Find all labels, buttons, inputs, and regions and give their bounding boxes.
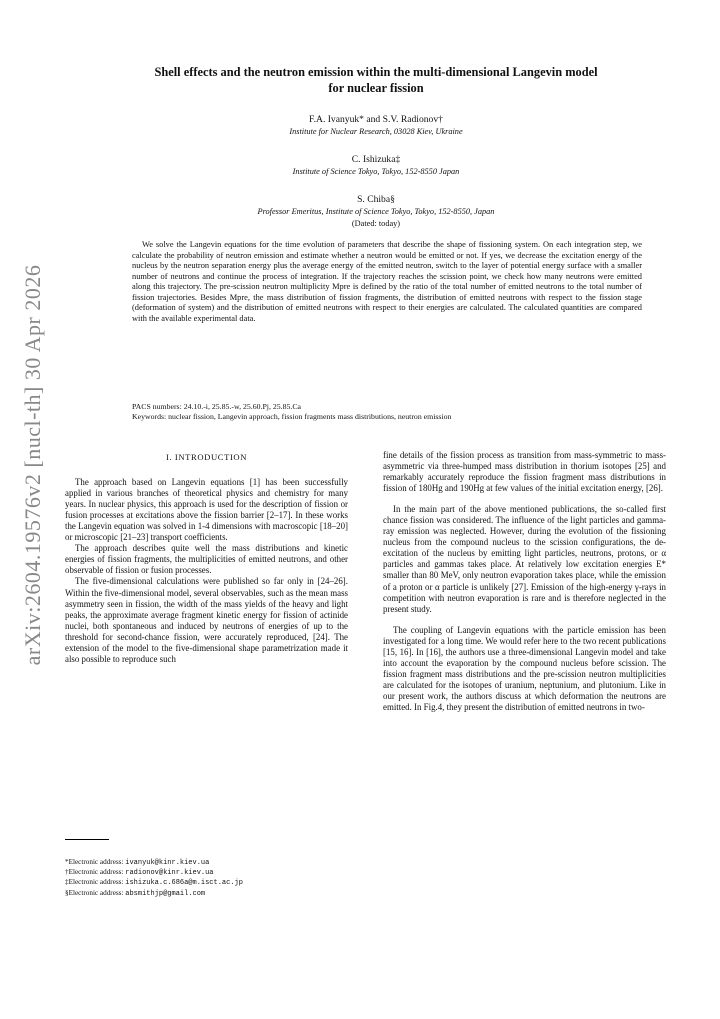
- author-block-2: [70, 154, 682, 178]
- paragraph: The approach based on Langevin equations [1] has been successfully applied in various branches of theoretical physics and chemistry for many years. In nuclear physics, this approach is used for the description of fission or fusion processes at excitations above the fission barrier [2–17]. In these works the Langevin equation was solved in 1-4 dimensions with macroscopic [18–20] or microscopic [21–23] transport coefficients.: [65, 477, 348, 543]
- footnote-item: †Electronic address: radionov@kinr.kiev.ua: [65, 868, 214, 878]
- abstract: We solve the Langevin equations for the time evolution of parameters that describe the shape of fissioning system. On each integration step, we calculate the probability of neutron emission and estimate whether a neutron would be emitted or not. If yes, we decrease the excitation energy of the nucleus by the neutron separation energy plus the average energy of the emitted neutron, switch to the layer of potential energy surface with a smaller number of neutrons and continue the process of integration. If the trajectory reaches the scission point, we check how many neutrons were emitted along this trajectory. The pre-scission neutron multiplicity Mpre is defined by the ratio of the total number of emitted neutrons to the total number of fission trajectories. Besides Mpre, the mass distribution of fission fragments, the distribution of emitted neutrons with respect to the fission stage (deformation of system) and the distribution of emitted neutrons with respect to their energies are calculated. The calculated quantities are compared with the available experimental data.: [132, 240, 642, 323]
- right-column: [383, 450, 666, 713]
- pacs-numbers: PACS numbers: 24.10.-i, 25.85.-w, 25.60.Pj, 25.85.Ca: [132, 402, 302, 411]
- authors-line-1: F.A. Ivanyuk* and S.V. Radionov†: [309, 114, 443, 125]
- affiliation-3: Professor Emeritus, Institute of Science Tokyo, Tokyo, 152-8550, Japan: [257, 207, 495, 216]
- pacs-keywords: [132, 402, 662, 422]
- footnote-item: *Electronic address: ivanyuk@kinr.kiev.ua: [65, 858, 210, 867]
- keywords: Keywords: nuclear fission, Langevin approach, fission fragments mass distributions, neutron emission: [132, 412, 452, 421]
- title-line-1: Shell effects and the neutron emission within the multi-dimensional Langevin model: [154, 65, 598, 79]
- dated-line: (Dated: today): [351, 219, 401, 228]
- authors-line-3: S. Chiba§: [357, 194, 395, 205]
- arxiv-sidebar-stamp: [6, 230, 60, 700]
- paragraph: fine details of the fission process as transition from mass-symmetric to mass-asymmetric via three-humped mass distribution in thorium isotopes [25] and remarkably accurately reproduce the fission fragment mass distributions in fission of 180Hg and 190Hg at few values of the initial excitation energy, [26].: [383, 450, 666, 494]
- footnote-item: ‡Electronic address: ishizuka.c.686a@m.isct.ac.jp: [65, 878, 243, 888]
- author-block-3: [70, 194, 682, 230]
- footnotes: [65, 858, 365, 899]
- author-block-1: [70, 114, 682, 138]
- paragraph: In the main part of the above mentioned publications, the so-called first chance fission was considered. The influence of the light particles and gamma-ray emission was neglected. However, during the evolution of the fissioning nucleus from the compound nucleus to the scission configurations, the de-excitation of the nucleus by emitting light particles, neutrons, protons, or α particles and gammas takes place. At relatively low excitation energies E* smaller than 80 MeV, only neutron evaporation takes place, while the emission of a proton or α particle is unlikely [27]. Emission of the high-energy γ-rays in competition with neutron evaporation is rare and is therefore neglected in the present study.: [383, 504, 666, 614]
- arxiv-id: arXiv:2604.19576v2 [nucl-th] 30 Apr 2026: [20, 264, 45, 666]
- section-heading: I. INTRODUCTION: [165, 452, 248, 462]
- left-column: [65, 452, 348, 665]
- authors-line-2: C. Ishizuka‡: [351, 154, 401, 165]
- paragraph: The five-dimensional calculations were published so far only in [24–26]. Within the five-dimensional model, several observables, such as the mean mass asymmetry seen in fission, the width of the mass yields of the heavy and light peaks, the approximate average fragment kinetic energy for fission of actinide nuclei, both spontaneous and induced by neutrons of energies of up to the threshold for second-chance fission, were accurately reproduced, [24]. The extension of the model to the five-dimensional shape parametrization made it also possible to reproduce such: [65, 576, 348, 664]
- title-line-2: for nuclear fission: [328, 81, 424, 95]
- footnote-item: §Electronic address: absmithjp@gmail.com: [65, 888, 206, 898]
- affiliation-1: Institute for Nuclear Research, 03028 Kiev, Ukraine: [289, 127, 463, 136]
- footnote-rule: [65, 839, 109, 840]
- paper-title: [70, 64, 682, 96]
- paragraph: The coupling of Langevin equations with the particle emission has been investigated for a long time. We would refer here to the two recent publications [15, 16]. In [16], the authors use a three-dimensional Langevin model and take into account the evaporation by the compound nucleus before scission. The fission fragment mass distributions and the pre-scission neutron multiplicities are calculated for the isotopes of uranium, neptunium, and plutonium. Like in our present work, the authors discuss at which deformation the neutrons are emitted. In Fig.4, they present the distribution of emitted neutrons in two-: [383, 624, 666, 712]
- paragraph: The approach describes quite well the mass distributions and kinetic energies of fission fragments, the multiplicities of emitted neutrons, and other observable of fission or fusion processes.: [65, 543, 348, 576]
- affiliation-2: Institute of Science Tokyo, Tokyo, 152-8550 Japan: [292, 167, 460, 176]
